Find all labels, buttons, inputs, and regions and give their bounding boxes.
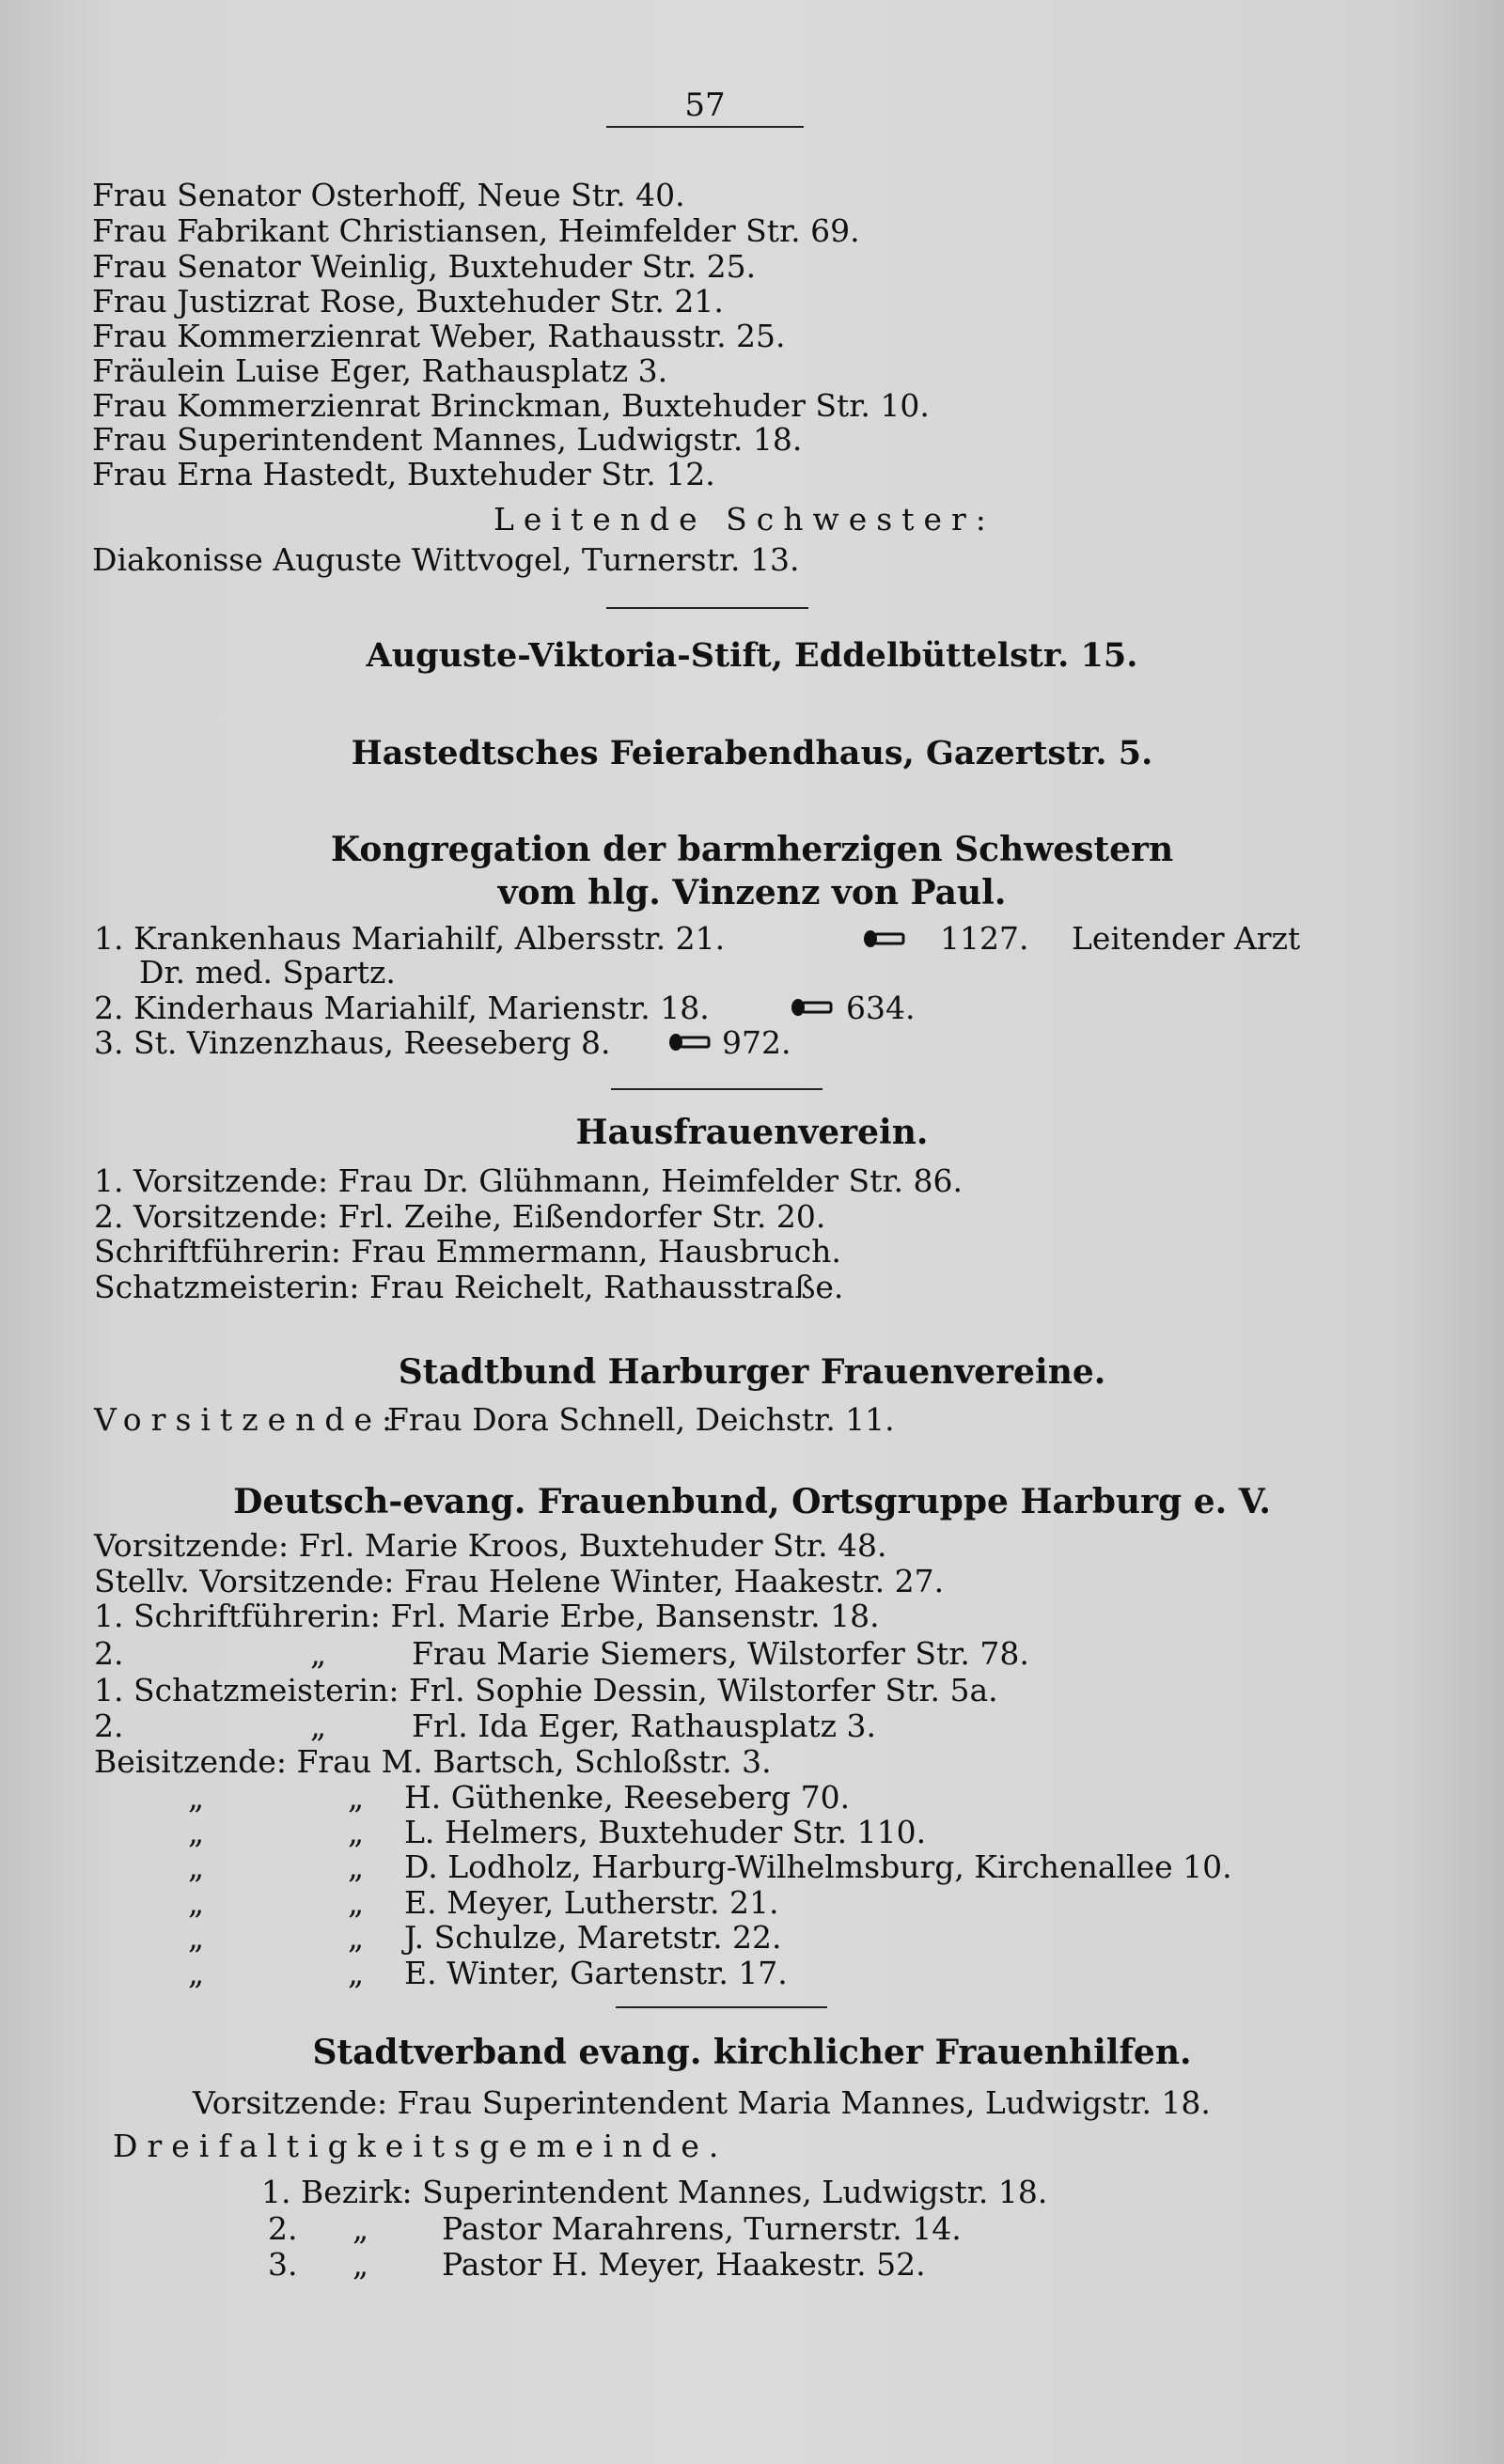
page-number: 57 xyxy=(684,86,726,124)
list-number: 3. xyxy=(268,2246,298,2283)
page-number-rule xyxy=(606,126,804,128)
ditto-mark: „ xyxy=(188,1955,205,1991)
list-item: Frau Senator Osterhoff, Neue Str. 40. xyxy=(92,177,685,213)
list-item: Pastor H. Meyer, Haakestr. 52. xyxy=(442,2246,926,2283)
list-item: 2. Kinderhaus Mariahilf, Marienstr. 18. xyxy=(94,990,710,1026)
list-item: Frau Dora Schnell, Deichstr. 11. xyxy=(387,1401,895,1438)
list-item: Beisitzende: Frau M. Bartsch, Schloßstr. 3. xyxy=(94,1743,772,1780)
section-title: Kongregation der barmherzigen Schwestern xyxy=(330,830,1174,869)
list-item: Frau Kommerzienrat Brinckman, Buxtehuder Str. 10. xyxy=(92,387,930,424)
section-subheading: Dreifaltigkeitsgemeinde. xyxy=(113,2128,728,2164)
list-item: E. Meyer, Lutherstr. 21. xyxy=(404,1884,779,1921)
ditto-mark: „ xyxy=(310,1708,327,1744)
list-number: 2. xyxy=(94,1708,124,1744)
section-title: Stadtbund Harburger Frauenvereine. xyxy=(398,1352,1106,1392)
ditto-mark: „ xyxy=(188,1884,205,1921)
ditto-mark: „ xyxy=(188,1814,205,1850)
section-subheading: Leitende Schwester: xyxy=(494,501,995,538)
list-item: 1. Krankenhaus Mariahilf, Albersstr. 21. xyxy=(94,920,726,957)
list-item: 1. Schriftführerin: Frl. Marie Erbe, Bansenstr. 18. xyxy=(94,1598,880,1634)
ditto-mark: „ xyxy=(352,2210,369,2247)
field-label: Vorsitzende: xyxy=(94,1401,402,1438)
list-item: Schriftführerin: Frau Emmermann, Hausbruch. xyxy=(94,1233,841,1270)
list-item: Frau Fabrikant Christiansen, Heimfelder Str. 69. xyxy=(92,212,860,249)
ditto-mark: „ xyxy=(188,1919,205,1956)
phone-number: 634. xyxy=(846,990,916,1026)
phone-number: 1127. xyxy=(940,920,1029,957)
list-item: L. Helmers, Buxtehuder Str. 110. xyxy=(404,1814,927,1850)
list-item: Diakonisse Auguste Wittvogel, Turnerstr. 13. xyxy=(92,541,800,578)
list-item: 2. Vorsitzende: Frl. Zeihe, Eißendorfer Str. 20. xyxy=(94,1198,826,1235)
ditto-mark: „ xyxy=(310,1635,327,1672)
telephone-icon xyxy=(790,996,833,1019)
ditto-mark: „ xyxy=(348,1884,365,1921)
divider xyxy=(611,1088,822,1090)
list-item: Fräulein Luise Eger, Rathausplatz 3. xyxy=(92,352,668,389)
list-item: D. Lodholz, Harburg-Wilhelmsburg, Kirchenallee 10. xyxy=(404,1848,1232,1885)
phone-number: 972. xyxy=(722,1024,791,1061)
list-item: H. Güthenke, Reeseberg 70. xyxy=(404,1779,851,1816)
ditto-mark: „ xyxy=(352,2246,369,2283)
list-item: Frau Marie Siemers, Wilstorfer Str. 78. xyxy=(412,1635,1029,1672)
list-item: Vorsitzende: Frl. Marie Kroos, Buxtehuder Str. 48. xyxy=(94,1527,887,1564)
divider xyxy=(616,2006,827,2008)
list-item: Frau Superintendent Mannes, Ludwigstr. 18. xyxy=(92,421,803,458)
divider xyxy=(606,607,808,609)
list-item: Frau Justizrat Rose, Buxtehuder Str. 21. xyxy=(92,283,724,320)
list-item: Leitender Arzt xyxy=(1072,920,1301,957)
section-title: Hausfrauenverein. xyxy=(575,1113,929,1152)
list-item: Frl. Ida Eger, Rathausplatz 3. xyxy=(412,1708,877,1744)
ditto-mark: „ xyxy=(348,1955,365,1991)
list-item: Pastor Marahrens, Turnerstr. 14. xyxy=(442,2210,962,2247)
list-item: Frau Kommerzienrat Weber, Rathausstr. 25. xyxy=(92,318,786,354)
list-item: 1. Vorsitzende: Frau Dr. Glühmann, Heimfelder Str. 86. xyxy=(94,1162,963,1199)
list-item: Stellv. Vorsitzende: Frau Helene Winter, Haakestr. 27. xyxy=(94,1563,945,1599)
list-item: J. Schulze, Maretstr. 22. xyxy=(404,1919,782,1956)
list-item: Frau Senator Weinlig, Buxtehuder Str. 25. xyxy=(92,248,757,285)
list-item: Frau Erna Hastedt, Buxtehuder Str. 12. xyxy=(92,456,715,492)
list-item: 3. St. Vinzenzhaus, Reeseberg 8. xyxy=(94,1024,611,1061)
ditto-mark: „ xyxy=(188,1779,205,1816)
list-item: Schatzmeisterin: Frau Reichelt, Rathausstraße. xyxy=(94,1269,844,1305)
ditto-mark: „ xyxy=(188,1848,205,1885)
list-item: Vorsitzende: Frau Superintendent Maria Mannes, Ludwigstr. 18. xyxy=(193,2084,1211,2121)
section-title: vom hlg. Vinzenz von Paul. xyxy=(497,873,1007,912)
ditto-mark: „ xyxy=(348,1848,365,1885)
ditto-mark: „ xyxy=(348,1919,365,1956)
telephone-icon xyxy=(667,1031,711,1053)
list-item: 1. Bezirk: Superintendent Mannes, Ludwigstr. 18. xyxy=(261,2174,1048,2210)
section-title: Hastedtsches Feierabendhaus, Gazertstr. 5. xyxy=(351,734,1153,772)
list-number: 2. xyxy=(268,2210,298,2247)
list-item: Dr. med. Spartz. xyxy=(139,954,396,990)
list-number: 2. xyxy=(94,1635,124,1672)
list-item: E. Winter, Gartenstr. 17. xyxy=(404,1955,788,1991)
section-title: Auguste-Viktoria-Stift, Eddelbüttelstr. 15. xyxy=(366,636,1138,675)
section-title: Stadtverband evang. kirchlicher Frauenhilfen. xyxy=(312,2033,1192,2072)
ditto-mark: „ xyxy=(348,1814,365,1850)
section-title: Deutsch-evang. Frauenbund, Ortsgruppe Harburg e. V. xyxy=(233,1482,1271,1521)
telephone-icon xyxy=(862,928,905,950)
list-item: 1. Schatzmeisterin: Frl. Sophie Dessin, Wilstorfer Str. 5a. xyxy=(94,1672,998,1708)
ditto-mark: „ xyxy=(348,1779,365,1816)
